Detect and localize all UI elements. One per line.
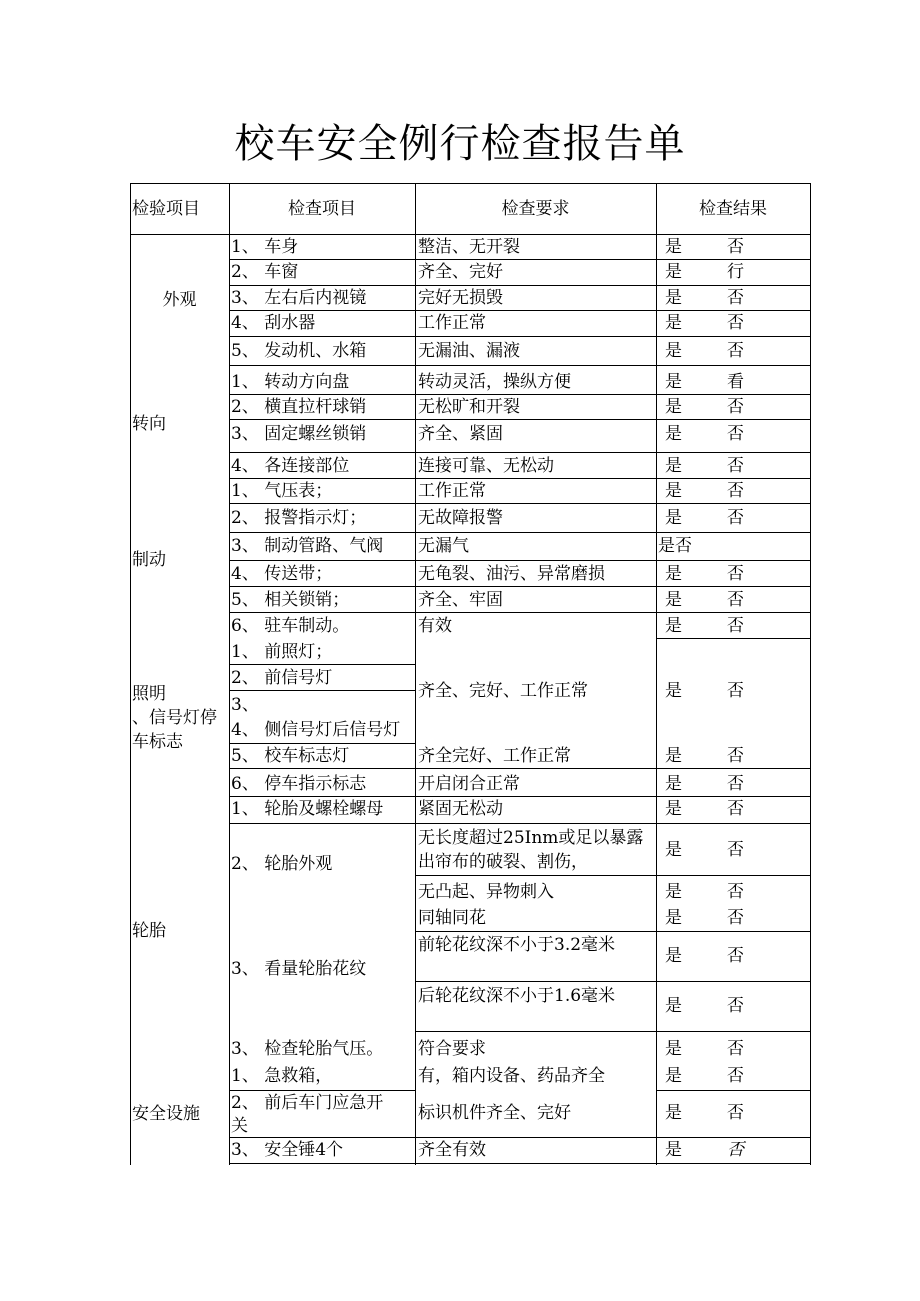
- result-no: 否: [727, 313, 744, 333]
- item-label: 2、 横直拉杆球销: [231, 397, 367, 417]
- requirement-text: 无长度超过25Inm或足以暴露: [418, 828, 644, 848]
- result-no: 否: [727, 996, 744, 1016]
- item-label: 5、 校车标志灯: [231, 746, 350, 766]
- item-label: 5、 相关锁销；: [231, 590, 350, 610]
- requirement-text: 连接可靠、无松动: [418, 456, 554, 476]
- header-requirement: 检查要求: [501, 199, 570, 219]
- requirement-text: 齐全完好、工作正常: [418, 746, 571, 766]
- item-label: 3、 检查轮胎气压。: [231, 1039, 384, 1059]
- table-border-right: [810, 183, 811, 1165]
- requirement-text: 齐全有效: [418, 1140, 486, 1160]
- category-lighting-line3: 车标志: [132, 732, 183, 752]
- requirement-text: 无故障报警: [418, 508, 503, 528]
- requirement-text: 有，箱内设备、药品齐全: [418, 1066, 605, 1086]
- row-rule: [229, 532, 811, 533]
- result-no: 否: [727, 1039, 744, 1059]
- result-no: 否: [727, 681, 744, 701]
- category-safety: 安全设施: [132, 1104, 200, 1124]
- result-no: 否: [727, 590, 744, 610]
- result-yes: 是: [665, 681, 682, 701]
- result-yes: 是: [665, 1066, 682, 1086]
- result-yes: 是: [665, 774, 682, 794]
- category-lighting-line2: 、信号灯停: [132, 708, 217, 728]
- row-rule: [656, 1090, 811, 1091]
- row-rule: [229, 664, 415, 665]
- row-rule: [229, 503, 811, 504]
- item-label: 4、 各连接部位: [231, 456, 350, 476]
- header-result: 检查结果: [699, 199, 767, 219]
- item-label: 1、 气压表；: [231, 481, 333, 501]
- requirement-text: 无凸起、异物刺入: [418, 882, 554, 902]
- result-no: 行: [727, 262, 744, 282]
- category-lighting-line1: 照明: [132, 684, 166, 704]
- item-label: 2、 报警指示灯；: [231, 508, 367, 528]
- result-no: 看: [727, 372, 744, 392]
- requirement-text: 出帘布的破裂、割伤，: [418, 852, 588, 872]
- result-yes: 是: [665, 1039, 682, 1059]
- result-no: 否: [727, 341, 744, 361]
- table-divider: [415, 183, 416, 1165]
- item-label: 1、 轮胎及螺栓螺母: [231, 799, 384, 819]
- result-no: 否: [727, 288, 744, 308]
- result-yes: 是: [665, 946, 682, 966]
- item-label: 1、 转动方向盘: [231, 372, 350, 392]
- row-rule: [229, 419, 811, 420]
- item-label: 4、 侧信号灯后信号灯: [231, 720, 401, 740]
- table-border-left: [130, 183, 131, 1165]
- row-rule: [229, 336, 811, 337]
- requirement-text: 整洁、无开裂: [418, 237, 520, 257]
- requirement-text: 工作正常: [418, 313, 486, 333]
- result-yes: 是: [665, 481, 682, 501]
- result-yes: 是: [665, 799, 682, 819]
- result-yes: 是: [665, 590, 682, 610]
- requirement-text: 紧固无松动: [418, 799, 503, 819]
- row-rule: [415, 931, 811, 932]
- category-braking: 制动: [132, 550, 166, 570]
- result-no: 否: [727, 1140, 744, 1160]
- requirement-text: 无漏气: [418, 536, 469, 556]
- result-yes: 是: [665, 262, 682, 282]
- row-rule: [229, 285, 811, 286]
- category-steering: 转向: [132, 414, 166, 434]
- result-yes: 是: [665, 746, 682, 766]
- requirement-text: 无漏油、漏液: [418, 341, 520, 361]
- requirement-text: 转动灵活，操纵方便: [418, 372, 571, 392]
- result-no: 否: [727, 774, 744, 794]
- row-rule: [229, 310, 811, 311]
- item-label: 2、 轮胎外观: [231, 854, 333, 874]
- row-rule: [229, 743, 415, 744]
- result-yes: 是: [665, 882, 682, 902]
- item-label: 6、 停车指示标志: [231, 774, 367, 794]
- result-no: 否: [727, 237, 744, 257]
- result-yes: 是: [665, 1103, 682, 1123]
- result-yes-no: 是否: [658, 536, 692, 556]
- result-yes: 是: [665, 288, 682, 308]
- result-yes: 是: [665, 372, 682, 392]
- item-label: 1、 车身: [231, 237, 299, 257]
- page-title: 校车安全例行检查报告单: [234, 121, 686, 167]
- result-yes: 是: [665, 456, 682, 476]
- requirement-text: 无松旷和开裂: [418, 397, 520, 417]
- item-label: 1、 前照灯；: [231, 642, 333, 662]
- requirement-text: 齐全、完好、工作正常: [418, 681, 588, 701]
- item-label: 关: [231, 1116, 248, 1136]
- result-no: 否: [727, 882, 744, 902]
- requirement-text: 齐全、紧固: [418, 424, 503, 444]
- requirement-text: 开启闭合正常: [418, 774, 520, 794]
- table-border-top: [130, 183, 811, 184]
- category-exterior: 外观: [162, 290, 197, 310]
- result-yes: 是: [665, 508, 682, 528]
- row-rule: [229, 394, 811, 395]
- result-yes: 是: [665, 908, 682, 928]
- row-rule: [415, 981, 811, 982]
- row-rule: [229, 259, 811, 260]
- row-rule: [229, 478, 811, 479]
- requirement-text: 标识机件齐全、完好: [418, 1103, 571, 1123]
- item-label: 3、 固定螺丝锁销: [231, 424, 367, 444]
- row-rule: [229, 612, 811, 613]
- result-yes: 是: [665, 616, 682, 636]
- result-yes: 是: [665, 341, 682, 361]
- row-rule: [229, 768, 811, 769]
- row-rule: [229, 690, 415, 691]
- result-yes: 是: [665, 237, 682, 257]
- row-rule: [229, 365, 811, 366]
- item-label: 4、 传送带；: [231, 564, 333, 584]
- category-tires: 轮胎: [132, 921, 166, 941]
- result-no: 否: [727, 456, 744, 476]
- table-header-rule: [130, 234, 811, 235]
- item-label: 3、 看量轮胎花纹: [231, 959, 367, 979]
- requirement-text: 无龟裂、油污、异常磨损: [418, 564, 605, 584]
- result-yes: 是: [665, 840, 682, 860]
- item-label: 5、 发动机、水箱: [231, 341, 367, 361]
- result-no: 否: [727, 946, 744, 966]
- result-yes: 是: [665, 397, 682, 417]
- header-category: 检验项目: [132, 199, 200, 219]
- result-yes: 是: [665, 1140, 682, 1160]
- result-no: 否: [727, 1066, 744, 1086]
- result-no: 否: [727, 508, 744, 528]
- result-yes: 是: [665, 424, 682, 444]
- row-rule: [415, 1031, 811, 1032]
- item-label: 3、 制动管路、气阀: [231, 536, 384, 556]
- row-rule: [229, 823, 811, 824]
- requirement-text: 齐全、完好: [418, 262, 503, 282]
- result-yes: 是: [665, 564, 682, 584]
- row-rule: [229, 1137, 811, 1138]
- header-item: 检查项目: [288, 199, 356, 219]
- result-no: 否: [727, 481, 744, 501]
- row-rule: [415, 875, 811, 876]
- item-label: 1、 急救箱，: [231, 1066, 333, 1086]
- item-label: 2、 前信号灯: [231, 668, 333, 688]
- requirement-text: 同轴同花: [418, 908, 486, 928]
- item-label: 3、: [231, 695, 259, 715]
- requirement-text: 完好无损毁: [418, 288, 503, 308]
- result-yes: 是: [665, 313, 682, 333]
- result-no: 否: [727, 616, 744, 636]
- row-rule: [229, 452, 811, 453]
- row-rule: [229, 560, 811, 561]
- requirement-text: 符合要求: [418, 1039, 486, 1059]
- result-no: 否: [727, 424, 744, 444]
- item-label: 2、 前后车门应急开: [231, 1093, 384, 1113]
- result-no: 否: [727, 397, 744, 417]
- requirement-text: 齐全、牢固: [418, 590, 503, 610]
- table-divider: [229, 183, 230, 1165]
- item-label: 4、 刮水器: [231, 313, 316, 333]
- item-label: 6、 驻车制动。: [231, 616, 350, 636]
- requirement-text: 后轮花纹深不小于1.6毫米: [418, 986, 616, 1006]
- requirement-text: 工作正常: [418, 481, 486, 501]
- result-no: 否: [727, 908, 744, 928]
- row-rule: [229, 586, 811, 587]
- row-rule: [656, 638, 811, 639]
- requirement-text: 有效: [418, 616, 452, 636]
- result-no: 否: [727, 564, 744, 584]
- table-border-bottom: [229, 1163, 811, 1164]
- row-rule: [229, 1090, 415, 1091]
- result-no: 否: [727, 1103, 744, 1123]
- result-no: 否: [727, 840, 744, 860]
- item-label: 3、 左右后内视镜: [231, 288, 367, 308]
- item-label: 2、 车窗: [231, 262, 299, 282]
- row-rule: [229, 796, 811, 797]
- result-no: 否: [727, 746, 744, 766]
- result-yes: 是: [665, 996, 682, 1016]
- item-label: 3、 安全锤4个: [231, 1140, 344, 1160]
- result-no: 否: [727, 799, 744, 819]
- requirement-text: 前轮花纹深不小于3.2毫米: [418, 935, 616, 955]
- table-divider: [656, 183, 657, 1165]
